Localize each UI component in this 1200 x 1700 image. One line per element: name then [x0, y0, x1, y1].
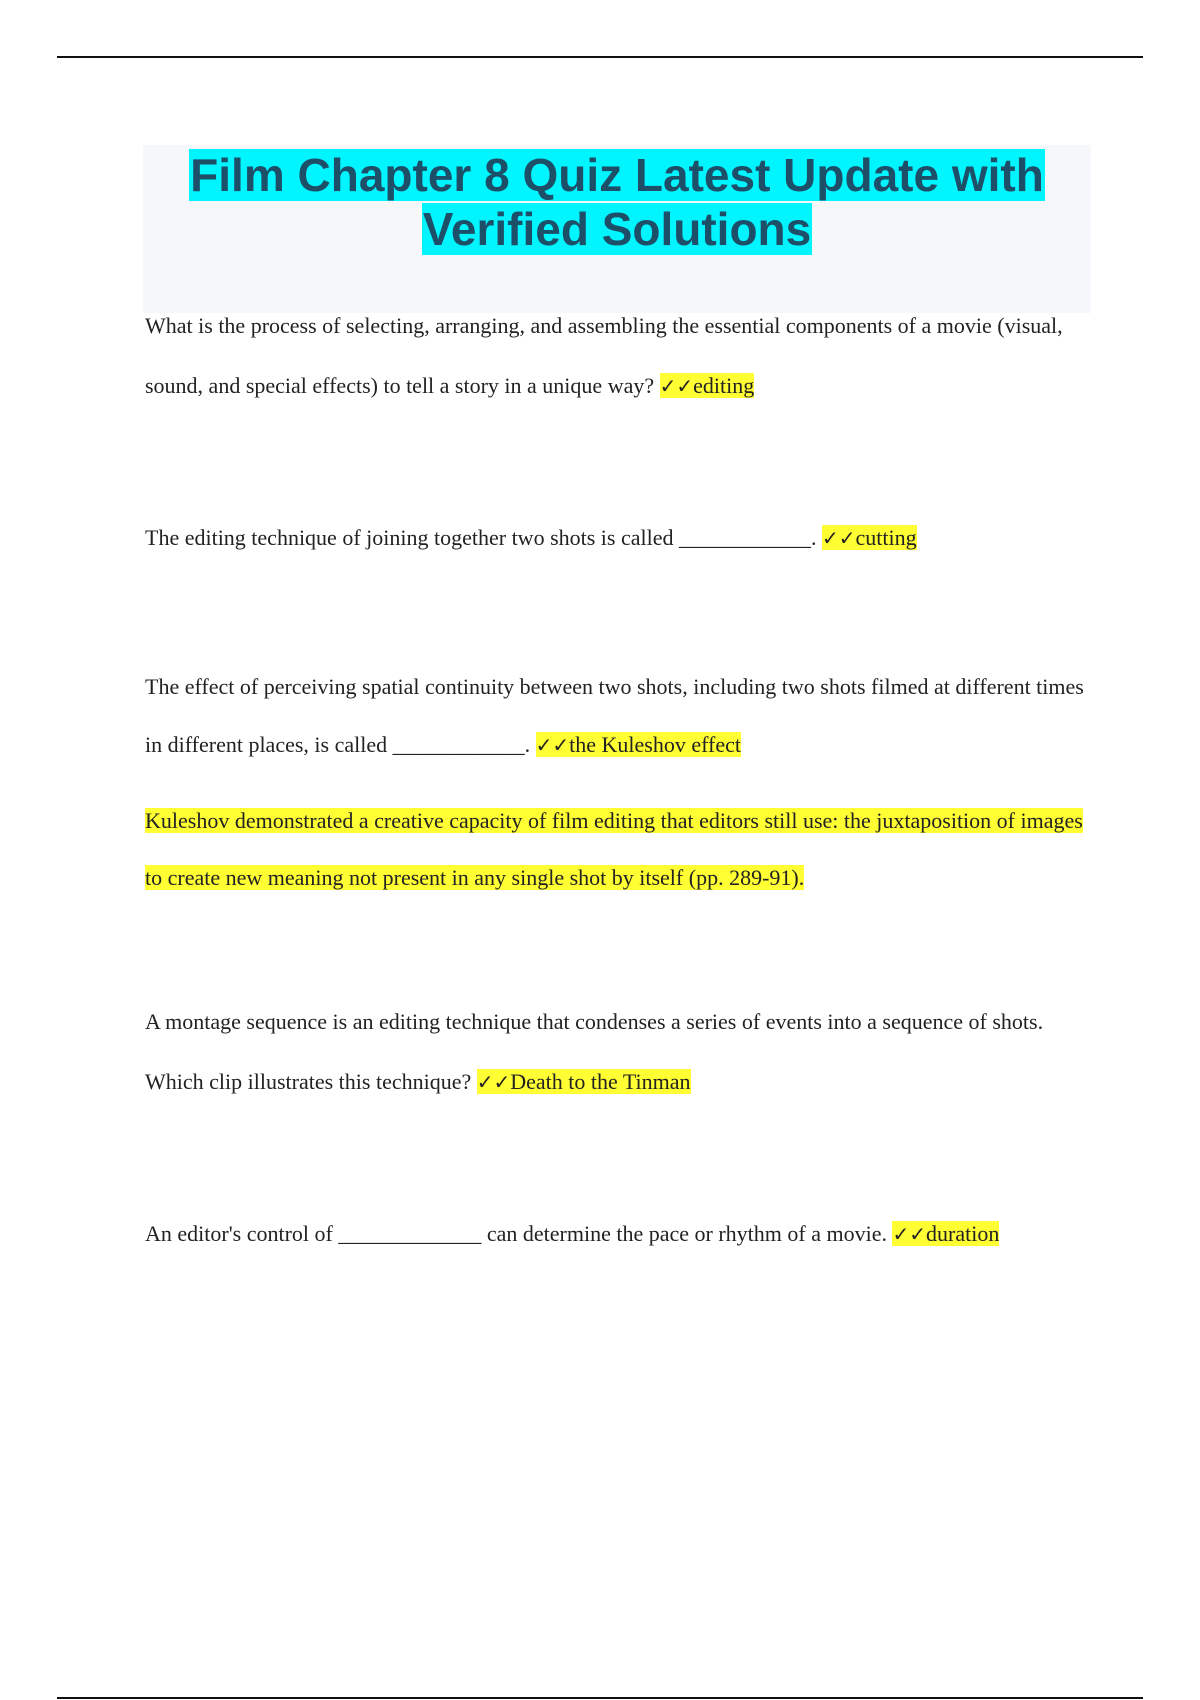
answer-5: [892, 1221, 999, 1246]
question-2: [145, 524, 1090, 552]
answer-5-text: duration: [926, 1221, 1000, 1246]
answer-2-text: cutting: [855, 525, 917, 550]
question-5: [145, 1220, 1090, 1248]
check-mark-icon: ✓✓: [476, 1070, 511, 1094]
answer-1-text: editing: [693, 373, 755, 398]
answer-3-text: the Kuleshov effect: [569, 732, 741, 757]
answer-4: [477, 1069, 691, 1094]
question-4-text: A montage sequence is an editing technique that condenses a series of events into a sequence of shots. Which clip illustrates this technique?: [145, 1009, 1044, 1094]
question-1: [145, 296, 1090, 416]
check-mark-icon: ✓✓: [535, 733, 570, 757]
answer-1: [660, 373, 755, 398]
check-mark-icon: ✓✓: [822, 526, 856, 550]
title-banner: [143, 145, 1091, 313]
question-5-text: An editor's control of _____________ can determine the pace or rhythm of a movie.: [145, 1221, 887, 1246]
document-title: [143, 145, 1091, 256]
kuleshov-note-text: Kuleshov demonstrated a creative capacity of film editing that editors still use: the juxtaposition of images to create new meaning not present in any single shot by itself (pp. 289-91).: [145, 808, 1083, 890]
question-3-text: The effect of perceiving spatial continuity between two shots, including two shots filmed at different times in different places, is called ____________.: [145, 674, 1084, 757]
answer-3: [536, 732, 741, 757]
kuleshov-note: [145, 792, 1090, 906]
question-3: [145, 658, 1090, 774]
question-2-text: The editing technique of joining together two shots is called ____________.: [145, 525, 817, 550]
check-mark-icon: ✓✓: [659, 374, 694, 398]
question-1-text: What is the process of selecting, arranging, and assembling the essential components of a movie (visual, sound, and special effects) to tell a story in a unique way?: [145, 313, 1063, 398]
document-title-text: Film Chapter 8 Quiz Latest Update with Verified Solutions: [190, 149, 1044, 255]
answer-4-text: Death to the Tinman: [510, 1069, 691, 1094]
page-top-rule: [57, 56, 1143, 58]
question-4: [145, 992, 1090, 1112]
page-bottom-rule: [57, 1697, 1143, 1699]
answer-2: [822, 525, 917, 550]
check-mark-icon: ✓✓: [892, 1222, 926, 1246]
